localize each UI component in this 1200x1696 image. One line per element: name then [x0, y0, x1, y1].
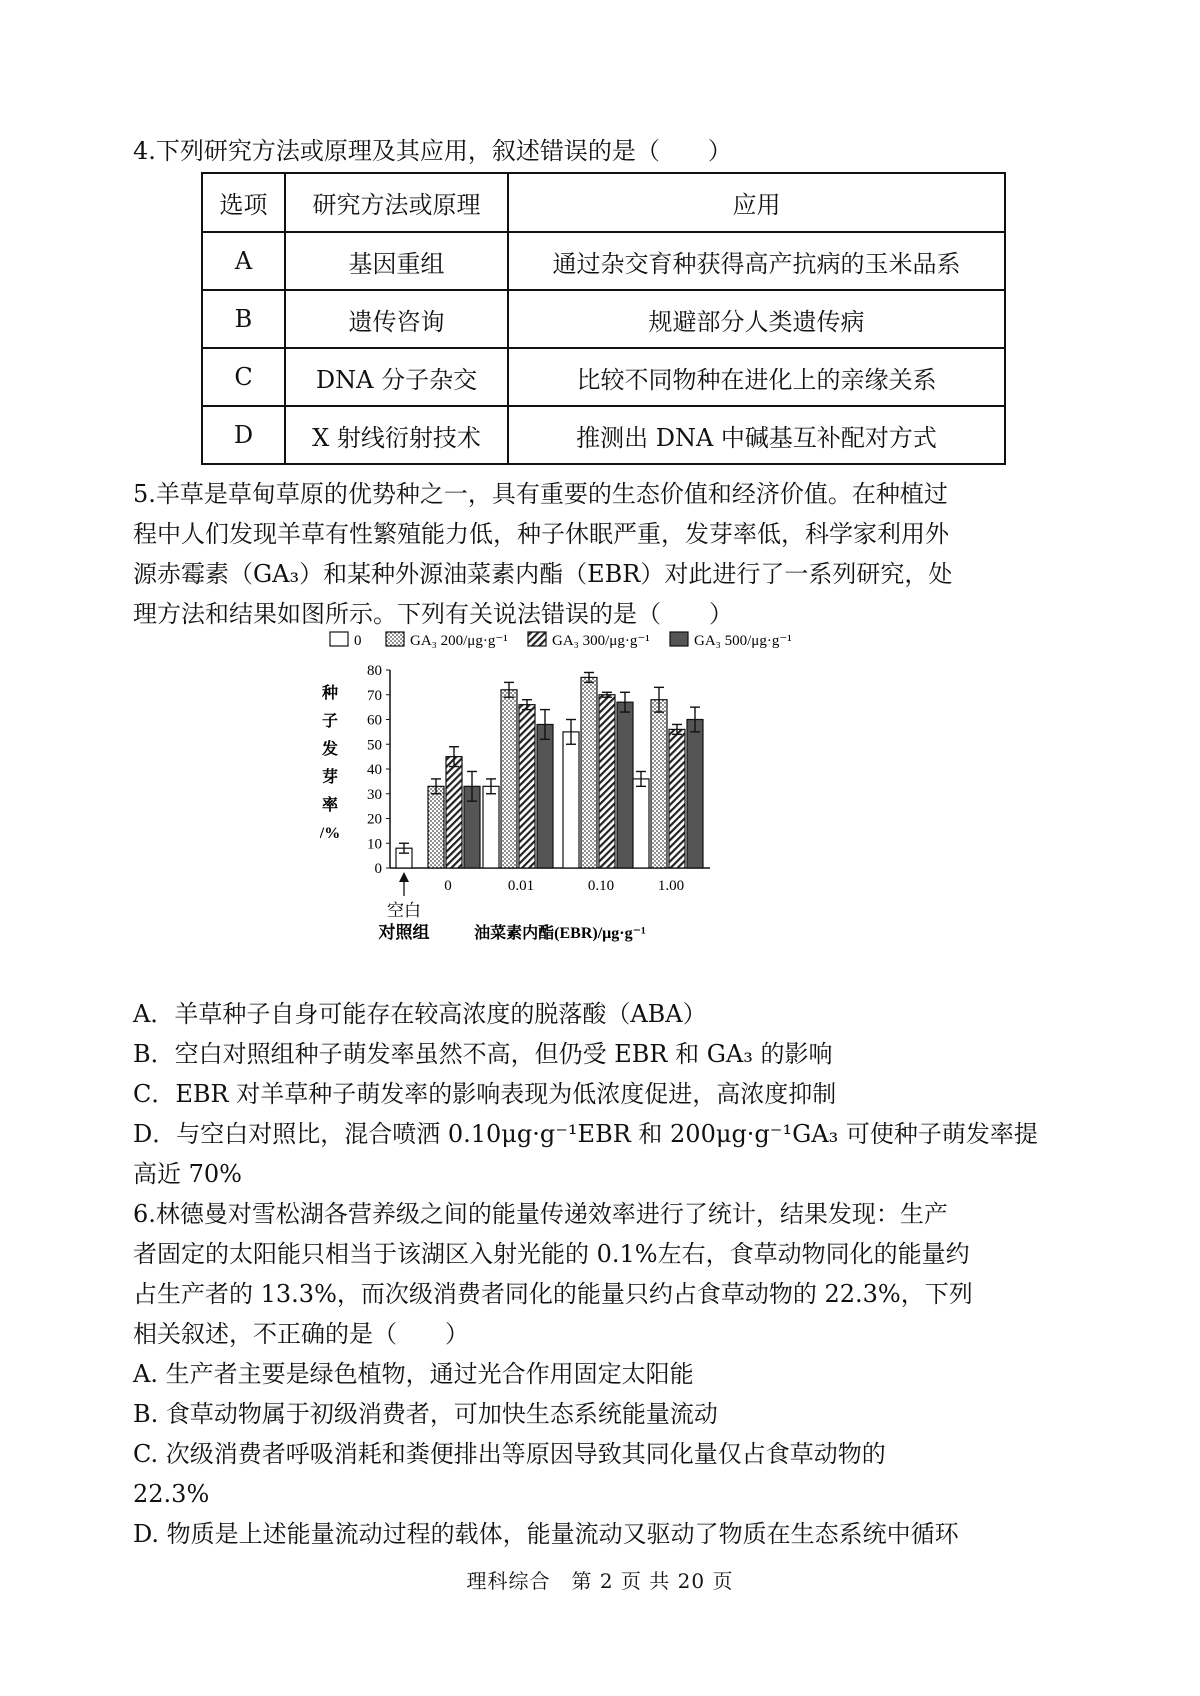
table-cell: D: [202, 406, 285, 464]
y-tick-label: 80: [367, 663, 382, 679]
table-header: 应用: [508, 173, 1005, 232]
y-axis-label-char: 种: [321, 685, 339, 702]
table-header: 研究方法或原理: [285, 173, 508, 232]
y-tick-label: 10: [367, 836, 382, 853]
table-cell: 通过杂交育种获得高产抗病的玉米品系: [508, 232, 1005, 290]
q5-stem-line: 理方法和结果如图所示。下列有关说法错误的是（ ）: [133, 600, 733, 628]
chart-plot-area: [320, 663, 710, 942]
table-cell: 推测出 DNA 中碱基互补配对方式: [508, 406, 1005, 464]
y-tick-label: 40: [367, 762, 382, 778]
legend-swatch: [386, 632, 404, 646]
bar: [669, 729, 685, 868]
table-row: [202, 290, 1005, 348]
table-cell: 比较不同物种在进化上的亲缘关系: [508, 348, 1005, 406]
table-cell: X 射线衍射技术: [285, 406, 508, 464]
table-row: [202, 348, 1005, 406]
q5-option-a: A．羊草种子自身可能存在较高浓度的脱落酸（ABA）: [133, 1000, 707, 1028]
table-cell: C: [202, 348, 285, 406]
table-cell: 基因重组: [285, 232, 508, 290]
table-cell: 规避部分人类遗传病: [508, 290, 1005, 348]
y-axis-label-char: 发: [321, 741, 339, 758]
table-cell: B: [202, 290, 285, 348]
y-axis-label-char: /%: [320, 825, 341, 842]
q6-stem-line: 占生产者的 13.3%，而次级消费者同化的能量只约占食草动物的 22.3%，下列: [133, 1280, 973, 1308]
q6-stem-line: 者固定的太阳能只相当于该湖区入射光能的 0.1%左右，食草动物同化的能量约: [133, 1240, 970, 1268]
table-cell: 遗传咨询: [285, 290, 508, 348]
table-header-row: [202, 173, 1005, 232]
bar: [687, 720, 703, 869]
legend-swatch: [670, 632, 688, 646]
bar: [581, 677, 597, 868]
y-axis-label-char: 率: [321, 797, 339, 814]
legend-label: 0: [354, 633, 362, 649]
y-tick-label: 60: [367, 712, 382, 729]
q4-table: [201, 172, 1006, 465]
y-axis-label-char: 芽: [321, 769, 339, 786]
q6-stem-line: 相关叙述，不正确的是（ ）: [133, 1320, 469, 1348]
y-tick-label: 20: [367, 811, 382, 828]
y-axis-label-char: 子: [321, 713, 339, 730]
seed-germination-chart: [320, 630, 900, 985]
q4-stem: 4.下列研究方法或原理及其应用，叙述错误的是（ ）: [133, 137, 732, 165]
x-tick-label: 1.00: [657, 878, 685, 894]
q5-stem-line: 源赤霉素（GA₃）和某种外源油菜素内酯（EBR）对此进行了一系列研究，处: [133, 560, 953, 588]
bar: [537, 724, 553, 868]
x-axis-label: 油菜素内酯(EBR)/μg·g⁻¹: [474, 925, 646, 942]
bar: [501, 690, 517, 868]
legend-swatch: [330, 632, 348, 646]
table-header: 选项: [202, 173, 285, 232]
table-row: [202, 406, 1005, 464]
q5-stem-line: 5.羊草是草甸草原的优势种之一，具有重要的生态价值和经济价值。在种植过: [133, 480, 948, 508]
table-cell: DNA 分子杂交: [285, 348, 508, 406]
q6-option-c: C. 次级消费者呼吸消耗和粪便排出等原因导致其同化量仅占食草动物的: [133, 1440, 886, 1468]
q5-option-d: D．与空白对照比，混合喷洒 0.10μg·g⁻¹EBR 和 200μg·g⁻¹GA₃ 可使种子萌发率提: [133, 1120, 1038, 1148]
q5-option-d-cont: 高近 70%: [133, 1160, 242, 1188]
x-tick-label: 0: [444, 878, 452, 894]
q6-stem-line: 6.林德曼对雪松湖各营养级之间的能量传递效率进行了统计，结果发现：生产: [133, 1200, 948, 1228]
y-tick-label: 70: [367, 687, 382, 704]
bar: [633, 779, 649, 868]
q6-option-c-cont: 22.3%: [133, 1480, 210, 1508]
chart-legend: [330, 632, 792, 649]
control-label: 空白: [387, 901, 421, 920]
bar: [483, 786, 499, 868]
y-tick-label: 0: [374, 861, 382, 877]
legend-label: GA₃ 200/μg·g⁻¹: [410, 633, 508, 649]
bar: [599, 695, 615, 868]
legend-label: GA₃ 500/μg·g⁻¹: [694, 633, 792, 649]
q6-option-b: B. 食草动物属于初级消费者，可加快生态系统能量流动: [133, 1400, 718, 1428]
bar: [446, 757, 462, 868]
bar: [617, 702, 633, 868]
q5-stem-line: 程中人们发现羊草有性繁殖能力低，种子休眠严重，发芽率低，科学家利用外: [133, 520, 949, 548]
legend-label: GA₃ 300/μg·g⁻¹: [552, 633, 650, 649]
table-row: [202, 232, 1005, 290]
q5-option-c: C．EBR 对羊草种子萌发率的影响表现为低浓度促进，高浓度抑制: [133, 1080, 837, 1108]
table-cell: A: [202, 232, 285, 290]
bar: [428, 786, 444, 868]
y-tick-label: 50: [367, 737, 382, 754]
x-tick-label: 0.01: [507, 878, 535, 894]
bar: [519, 705, 535, 868]
q6-option-a: A. 生产者主要是绿色植物，通过光合作用固定太阳能: [133, 1360, 694, 1388]
q6-option-d: D. 物质是上述能量流动过程的载体，能量流动又驱动了物质在生态系统中循环: [133, 1520, 959, 1548]
bar: [651, 700, 667, 868]
x-tick-label: 0.10: [587, 878, 615, 894]
bar: [563, 732, 579, 868]
control-label: 对照组: [378, 923, 430, 942]
q5-option-b: B．空白对照组种子萌发率虽然不高，但仍受 EBR 和 GA₃ 的影响: [133, 1040, 833, 1068]
page-footer: 理科综合 第 2 页 共 20 页: [466, 1569, 734, 1593]
legend-swatch: [528, 632, 546, 646]
y-tick-label: 30: [367, 786, 382, 803]
control-arrow-head: [399, 872, 409, 882]
